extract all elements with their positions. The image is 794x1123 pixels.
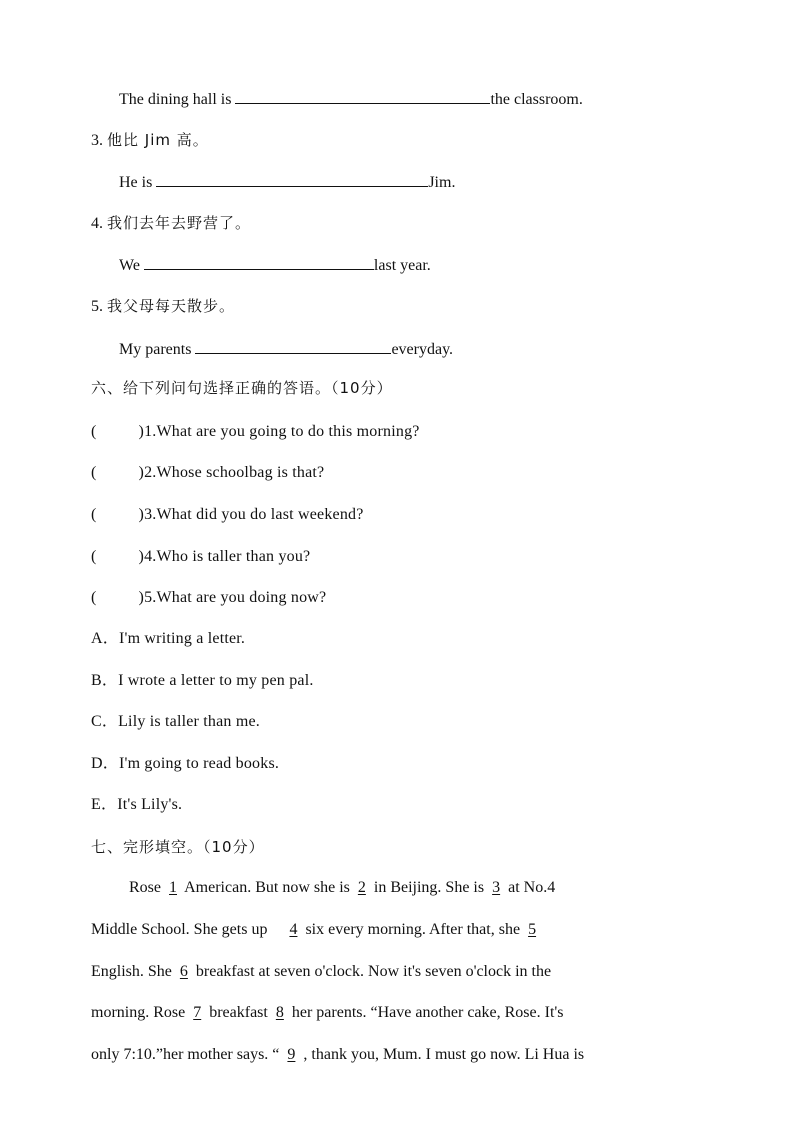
sentence-text: last year. bbox=[373, 257, 431, 274]
paren-close: ) bbox=[138, 506, 145, 523]
sentence-dining-hall bbox=[119, 88, 583, 110]
chinese-sentence: 我父母每天散步。 bbox=[107, 297, 236, 315]
answer-slot[interactable] bbox=[97, 421, 139, 436]
chinese-sentence: 我们去年去野营了。 bbox=[107, 214, 252, 232]
paren-open: ( bbox=[91, 506, 97, 523]
passage-text: , thank you, Mum. I must go now. Li Hua is bbox=[303, 1046, 585, 1063]
question-row bbox=[91, 546, 310, 567]
sentence-text: He is bbox=[119, 174, 153, 191]
item-4-answer bbox=[119, 254, 431, 276]
question-text: 5.What are you doing now? bbox=[144, 589, 327, 606]
answer-slot[interactable] bbox=[97, 462, 139, 477]
answer-blank[interactable] bbox=[144, 254, 374, 270]
question-text: 3.What did you do last weekend? bbox=[144, 506, 364, 523]
passage-text: Middle School. She gets up bbox=[91, 921, 268, 938]
cloze-blank-4[interactable]: 4 bbox=[289, 921, 298, 938]
item-3-answer bbox=[119, 171, 455, 193]
option-row bbox=[91, 712, 260, 732]
cloze-blank-1[interactable]: 1 bbox=[169, 879, 177, 896]
item-4-prompt bbox=[91, 213, 251, 234]
sentence-text: the classroom. bbox=[490, 91, 583, 108]
paren-close: ) bbox=[138, 589, 145, 606]
cloze-blank-8[interactable]: 8 bbox=[275, 1004, 284, 1021]
paren-close: ) bbox=[138, 423, 145, 440]
item-5-prompt bbox=[91, 296, 235, 317]
option-letter: E． bbox=[91, 796, 118, 813]
sentence-text: Jim. bbox=[428, 174, 456, 191]
sentence-text: everyday. bbox=[391, 341, 454, 358]
paren-open: ( bbox=[91, 548, 97, 565]
cloze-blank-9[interactable]: 9 bbox=[287, 1046, 296, 1063]
option-text: I wrote a letter to my pen pal. bbox=[118, 672, 314, 689]
passage-text: six every morning. After that, she bbox=[305, 921, 521, 938]
item-number: 4. bbox=[91, 215, 103, 232]
sentence-text: We bbox=[119, 257, 140, 274]
passage-text: breakfast bbox=[209, 1004, 268, 1021]
paren-open: ( bbox=[91, 589, 97, 606]
passage-text: Rose bbox=[129, 879, 161, 896]
option-letter: D． bbox=[91, 755, 119, 772]
item-5-answer bbox=[119, 338, 453, 360]
section-6-heading: 六、给下列问句选择正确的答语。（10分） bbox=[91, 379, 393, 397]
question-text: 4.Who is taller than you? bbox=[144, 548, 311, 565]
option-letter: B． bbox=[91, 672, 119, 689]
section-7-heading: 七、完形填空。（10分） bbox=[91, 838, 265, 856]
question-text: 2.Whose schoolbag is that? bbox=[144, 464, 325, 481]
answer-blank[interactable] bbox=[235, 88, 490, 104]
passage-line bbox=[91, 962, 551, 982]
passage-line bbox=[91, 1003, 564, 1023]
answer-slot[interactable] bbox=[97, 504, 139, 519]
passage-line bbox=[91, 920, 540, 940]
option-text: I'm going to read books. bbox=[118, 755, 280, 772]
option-letter: C． bbox=[91, 713, 119, 730]
option-text: Lily is taller than me. bbox=[118, 713, 260, 730]
sentence-text: My parents bbox=[119, 341, 192, 358]
answer-blank[interactable] bbox=[156, 171, 428, 187]
question-row bbox=[91, 462, 324, 483]
option-row bbox=[91, 671, 314, 691]
cloze-blank-3[interactable]: 3 bbox=[492, 879, 501, 896]
passage-text: morning. Rose bbox=[91, 1004, 186, 1021]
answer-slot[interactable] bbox=[97, 546, 139, 561]
cloze-blank-5[interactable]: 5 bbox=[528, 921, 537, 938]
option-text: I'm writing a letter. bbox=[118, 630, 246, 647]
passage-text: at No.4 bbox=[508, 879, 556, 896]
cloze-blank-2[interactable]: 2 bbox=[357, 879, 366, 896]
cloze-blank-7[interactable]: 7 bbox=[193, 1004, 202, 1021]
paren-open: ( bbox=[91, 423, 97, 440]
cloze-blank-6[interactable]: 6 bbox=[179, 963, 188, 980]
question-row bbox=[91, 504, 364, 525]
passage-line bbox=[91, 1045, 584, 1065]
passage-text: breakfast at seven o'clock. Now it's seven o'clock in the bbox=[195, 963, 552, 980]
option-row bbox=[91, 795, 182, 815]
item-number: 3. bbox=[91, 132, 103, 149]
passage-line bbox=[129, 878, 555, 898]
option-letter: A． bbox=[91, 630, 119, 647]
option-row bbox=[91, 754, 279, 774]
paren-close: ) bbox=[138, 464, 145, 481]
chinese-sentence: 他比 Jim 高。 bbox=[107, 131, 209, 149]
item-number: 5. bbox=[91, 298, 103, 315]
passage-text: in Beijing. She is bbox=[373, 879, 485, 896]
paren-open: ( bbox=[91, 464, 97, 481]
option-row bbox=[91, 629, 245, 649]
question-row bbox=[91, 587, 326, 608]
question-text: 1.What are you going to do this morning? bbox=[144, 423, 420, 440]
question-row bbox=[91, 421, 420, 442]
passage-text: English. She bbox=[91, 963, 172, 980]
passage-text: her parents. “Have another cake, Rose. It's bbox=[291, 1004, 564, 1021]
passage-text: only 7:10.”her mother says. “ bbox=[91, 1046, 280, 1063]
item-3-prompt bbox=[91, 130, 209, 151]
sentence-text: The dining hall is bbox=[119, 91, 232, 108]
passage-text: American. But now she is bbox=[184, 879, 350, 896]
answer-blank[interactable] bbox=[195, 338, 391, 354]
answer-slot[interactable] bbox=[97, 587, 139, 602]
paren-close: ) bbox=[138, 548, 145, 565]
option-text: It's Lily's. bbox=[117, 796, 183, 813]
